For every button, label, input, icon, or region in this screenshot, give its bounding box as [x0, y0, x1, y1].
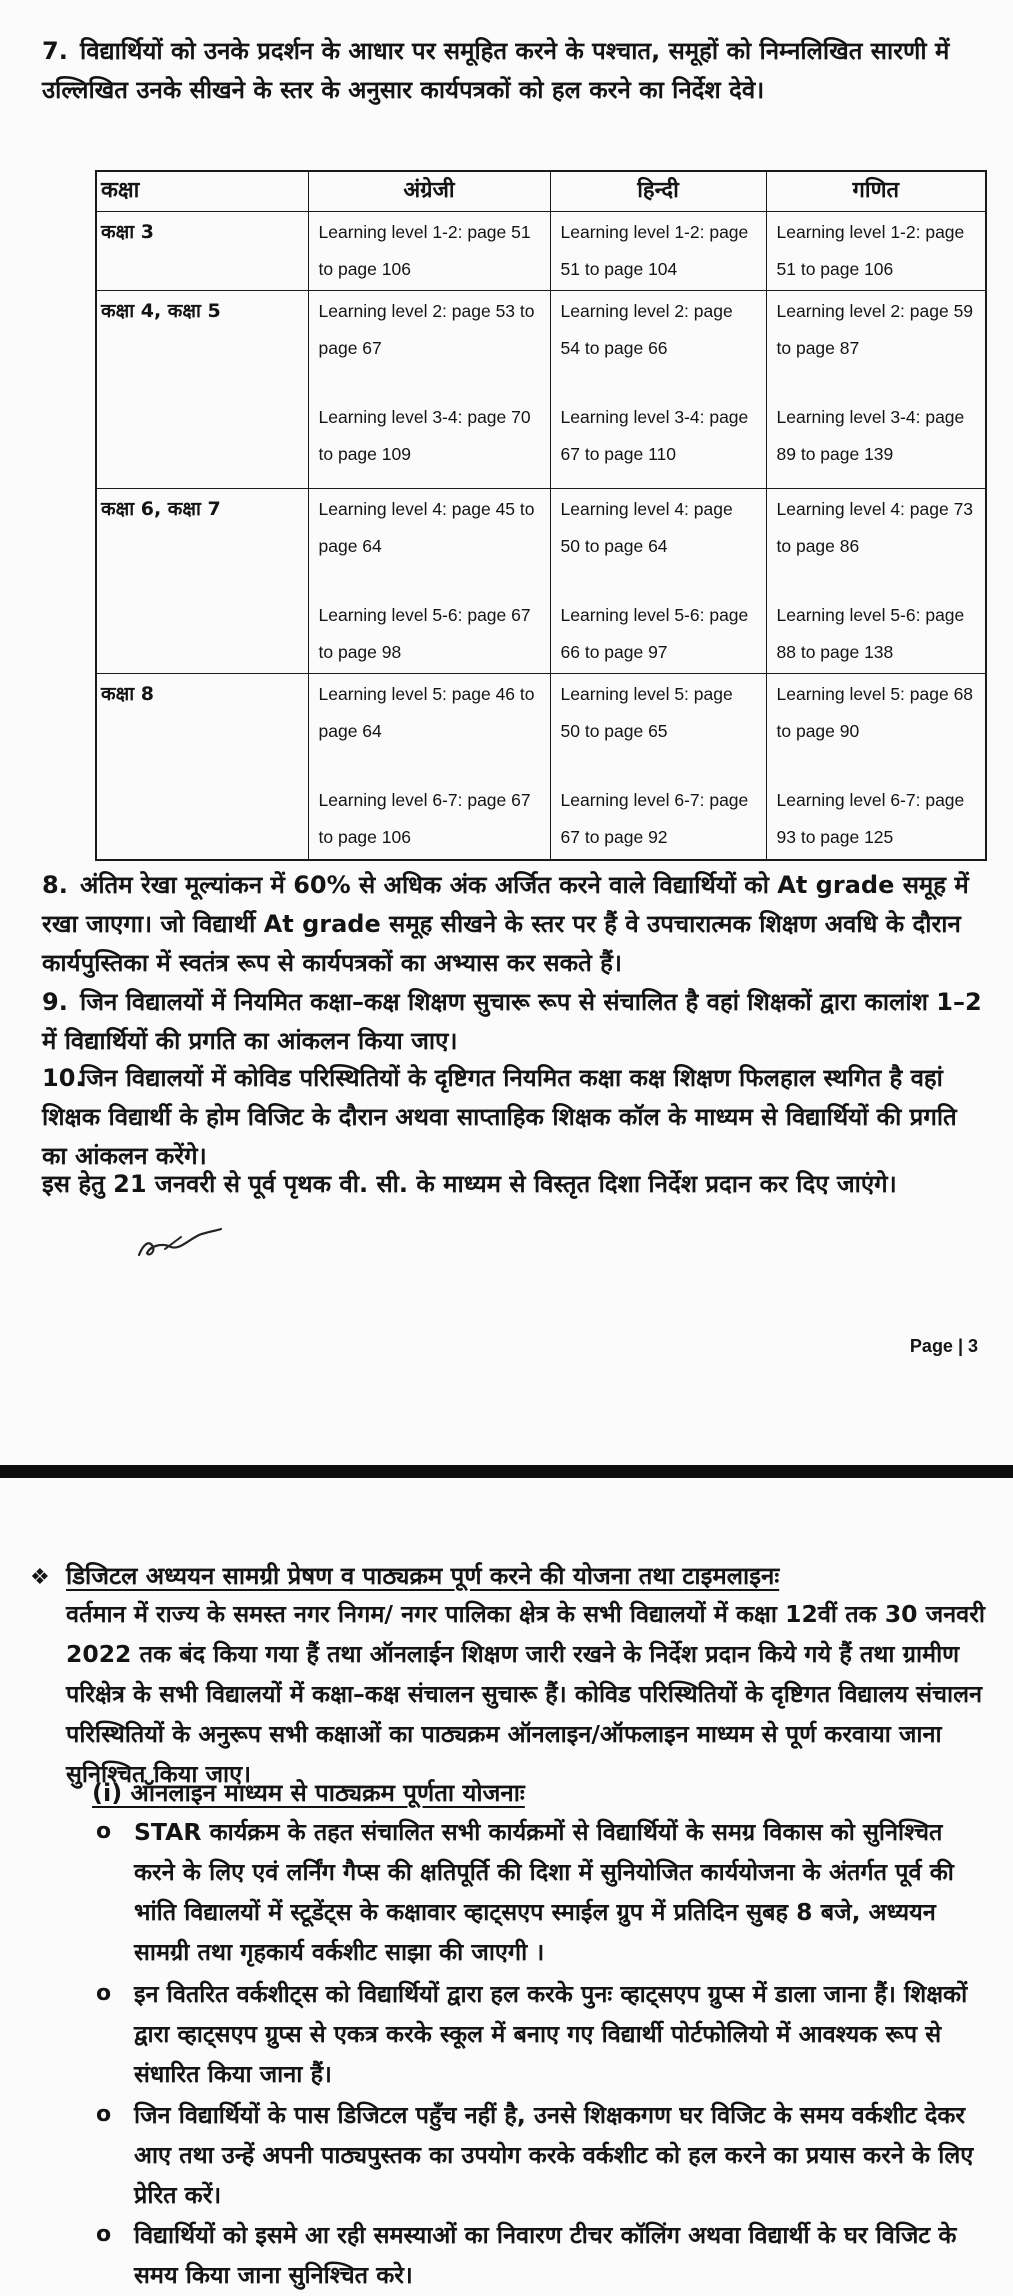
level-entry: Learning level 1-2: page 51 to page 104	[560, 222, 749, 279]
level-entry: Learning level 4: page 50 to page 64	[560, 499, 733, 556]
list-item	[96, 1812, 986, 1972]
table-row	[96, 674, 986, 860]
english-cell	[308, 674, 550, 860]
instruction-item-9	[42, 983, 982, 1061]
section-heading	[30, 1557, 779, 1597]
level-entry: Learning level 2: page 59 to page 87	[776, 301, 974, 358]
level-entry: Learning level 5-6: page 66 to page 97	[560, 605, 749, 662]
level-entry: Learning level 2: page 53 to page 67	[318, 301, 535, 358]
table-row	[96, 212, 986, 291]
list-item-text: जिन विद्यार्थियों के पास डिजिटल पहुँच नहीं है, उनसे शिक्षकगण घर विजिट के समय वर्कशीट देकर आए तथा उन्हें अपनी पाठ्यपुस्तक का उपयोग करके वर्कशीट को हल करने का प्रयास करने के लिए प्रेरित करें।	[134, 2101, 974, 2209]
header-english: अंग्रेजी	[308, 171, 550, 212]
class-cell: कक्षा 6, कक्षा 7	[96, 489, 308, 674]
level-entry: Learning level 4: page 73 to page 86	[776, 499, 974, 556]
diamond-bullet-icon: ❖	[30, 1565, 50, 1590]
maths-cell	[766, 291, 986, 489]
level-entry: Learning level 5: page 46 to page 64	[318, 684, 535, 741]
hindi-cell	[550, 291, 766, 489]
maths-cell	[766, 489, 986, 674]
signature-mark	[135, 1225, 225, 1265]
item-number: 10.	[42, 1064, 85, 1092]
table-row	[96, 291, 986, 489]
closing-note: इस हेतु 21 जनवरी से पूर्व पृथक वी. सी. के माध्यम से विस्तृत दिशा निर्देश प्रदान कर दिए जाएंगे।	[42, 1170, 897, 1198]
level-entry: Learning level 5-6: page 88 to page 138	[776, 605, 965, 662]
hindi-cell	[550, 674, 766, 860]
header-maths: गणित	[766, 171, 986, 212]
level-entry: Learning level 5: page 68 to page 90	[776, 684, 974, 741]
level-entry: Learning level 3-4: page 89 to page 139	[776, 407, 965, 464]
table-header-row	[96, 171, 986, 212]
item-text: जिन विद्यालयों में कोविड परिस्थितियों के दृष्टिगत नियमित कक्षा कक्ष शिक्षण फिलहाल स्थगित है वहां शिक्षक विद्यार्थी के होम विजिट के दौरान अथवा साप्ताहिक शिक्षक कॉल के माध्यम से विद्यार्थियों की प्रगति का आंकलन करेंगे।	[42, 1064, 957, 1170]
circle-bullet-icon: o	[96, 1981, 112, 2006]
item-text: जिन विद्यालयों में नियमित कक्षा–कक्ष शिक्षण सुचारू रूप से संचालित है वहां शिक्षकों द्वारा कालांश 1–2 में विद्यार्थियों की प्रगति का आंकलन किया जाए।	[42, 988, 982, 1055]
maths-cell	[766, 674, 986, 860]
instruction-item-8	[42, 866, 982, 983]
level-entry: Learning level 1-2: page 51 to page 106	[318, 222, 531, 279]
subsection-heading	[92, 1776, 525, 1809]
class-cell: कक्षा 8	[96, 674, 308, 860]
page-number: Page | 3	[909, 1336, 978, 1356]
intro-paragraph: वर्तमान में राज्य के समस्त नगर निगम/ नगर पालिका क्षेत्र के सभी विद्यालयों में कक्षा 12वीं तक 30 जनवरी 2022 तक बंद किया गया हैं तथा ऑनलाईन शिक्षण जारी रखने के निर्देश प्रदान किये गये हैं तथा ग्रामीण परिक्षेत्र के सभी विद्यालयों में कक्षा–कक्ष संचालन सुचारू हैं। कोविड परिस्थितियों के दृष्टिगत विद्यालय संचालन परिस्थितियों के अनुरूप सभी कक्षाओं का पाठ्यक्रम ऑनलाइन/ऑफलाइन माध्यम से पूर्ण करवाया जाना सुनिश्चित किया जाए।	[66, 1600, 985, 1788]
english-cell	[308, 291, 550, 489]
list-item	[96, 1974, 986, 2094]
level-entry: Learning level 5-6: page 67 to page 98	[318, 605, 531, 662]
list-item	[96, 2215, 986, 2295]
level-entry: Learning level 6-7: page 67 to page 92	[560, 790, 749, 847]
item-number: 9.	[42, 988, 68, 1016]
item-number: 7.	[42, 37, 68, 65]
maths-cell	[766, 212, 986, 291]
item-text: अंतिम रेखा मूल्यांकन में 60% से अधिक अंक अर्जित करने वाले विद्यार्थियों को At grade समूह में रखा जाएगा। जो विद्यार्थी At grade समूह सीखने के स्तर पर हैं वे उपचारात्मक शिक्षण अवधि के दौरान कार्यपुस्तिका में स्वतंत्र रूप से कार्यपत्रकों का अभ्यास कर सकते हैं।	[42, 871, 969, 977]
hindi-cell	[550, 212, 766, 291]
section-heading-text: डिजिटल अध्ययन सामग्री प्रेषण व पाठ्यक्रम पूर्ण करने की योजना तथा टाइमलाइनः	[66, 1562, 780, 1590]
level-entry: Learning level 3-4: page 67 to page 110	[560, 407, 749, 464]
class-cell: कक्षा 3	[96, 212, 308, 291]
worksheet-page-table	[95, 170, 987, 861]
level-entry: Learning level 1-2: page 51 to page 106	[776, 222, 965, 279]
list-item	[96, 2095, 986, 2215]
class-cell: कक्षा 4, कक्षा 5	[96, 291, 308, 489]
english-cell	[308, 212, 550, 291]
item-number: 8.	[42, 871, 68, 899]
item-text: विद्यार्थियों को उनके प्रदर्शन के आधार पर समूहित करने के पश्चात, समूहों को निम्नलिखित सारणी में उल्लिखित उनके सीखने के स्तर के अनुसार कार्यपत्रकों को हल करने का निर्देश देवे।	[42, 37, 950, 104]
list-item-text: इन वितरित वर्कशीट्स को विद्यार्थियों द्वारा हल करके पुनः व्हाट्सएप ग्रुप्स में डाला जाना हैं। शिक्षकों द्वारा व्हाट्सएप ग्रुप्स से एकत्र करके स्कूल में बनाए गए विद्यार्थी पोर्टफोलियो में आवश्यक रूप से संधारित किया जाना हैं।	[134, 1980, 968, 2088]
circle-bullet-icon: o	[96, 2102, 112, 2127]
subsection-heading-text: (i) ऑनलाइन माध्यम से पाठ्यक्रम पूर्णता योजनाः	[92, 1779, 525, 1807]
hindi-cell	[550, 489, 766, 674]
level-entry: Learning level 3-4: page 70 to page 109	[318, 407, 531, 464]
list-item-text: STAR कार्यक्रम के तहत संचालित सभी कार्यक्रमों से विद्यार्थियों के समग्र विकास को सुनिश्चित करने के लिए एवं लर्निंग गैप्स की क्षतिपूर्ति की दिशा में सुनियोजित कार्ययोजना के अंतर्गत पूर्व की भांति विद्यालयों में स्टूडेंट्स के कक्षावार व्हाट्सएप स्माईल ग्रुप में प्रतिदिन सुबह 8 बजे, अध्ययन सामग्री तथा गृहकार्य वर्कशीट साझा की जाएगी ।	[134, 1818, 954, 1966]
document-page-4	[0, 1478, 1013, 2296]
circle-bullet-icon: o	[96, 2222, 112, 2247]
english-cell	[308, 489, 550, 674]
page-divider	[0, 1465, 1013, 1478]
level-entry: Learning level 5: page 50 to page 65	[560, 684, 733, 741]
level-entry: Learning level 6-7: page 67 to page 106	[318, 790, 531, 847]
instruction-item-7	[42, 32, 982, 110]
level-entry: Learning level 6-7: page 93 to page 125	[776, 790, 965, 847]
header-hindi: हिन्दी	[550, 171, 766, 212]
list-item-text: विद्यार्थियों को इसमे आ रही समस्याओं का निवारण टीचर कॉलिंग अथवा विद्यार्थी के घर विजिट के समय किया जाना सुनिश्चित करे।	[134, 2221, 957, 2289]
level-entry: Learning level 2: page 54 to page 66	[560, 301, 733, 358]
circle-bullet-icon: o	[96, 1819, 112, 1844]
instruction-item-10	[42, 1059, 982, 1176]
level-entry: Learning level 4: page 45 to page 64	[318, 499, 535, 556]
table-row	[96, 489, 986, 674]
header-class: कक्षा	[96, 171, 308, 212]
